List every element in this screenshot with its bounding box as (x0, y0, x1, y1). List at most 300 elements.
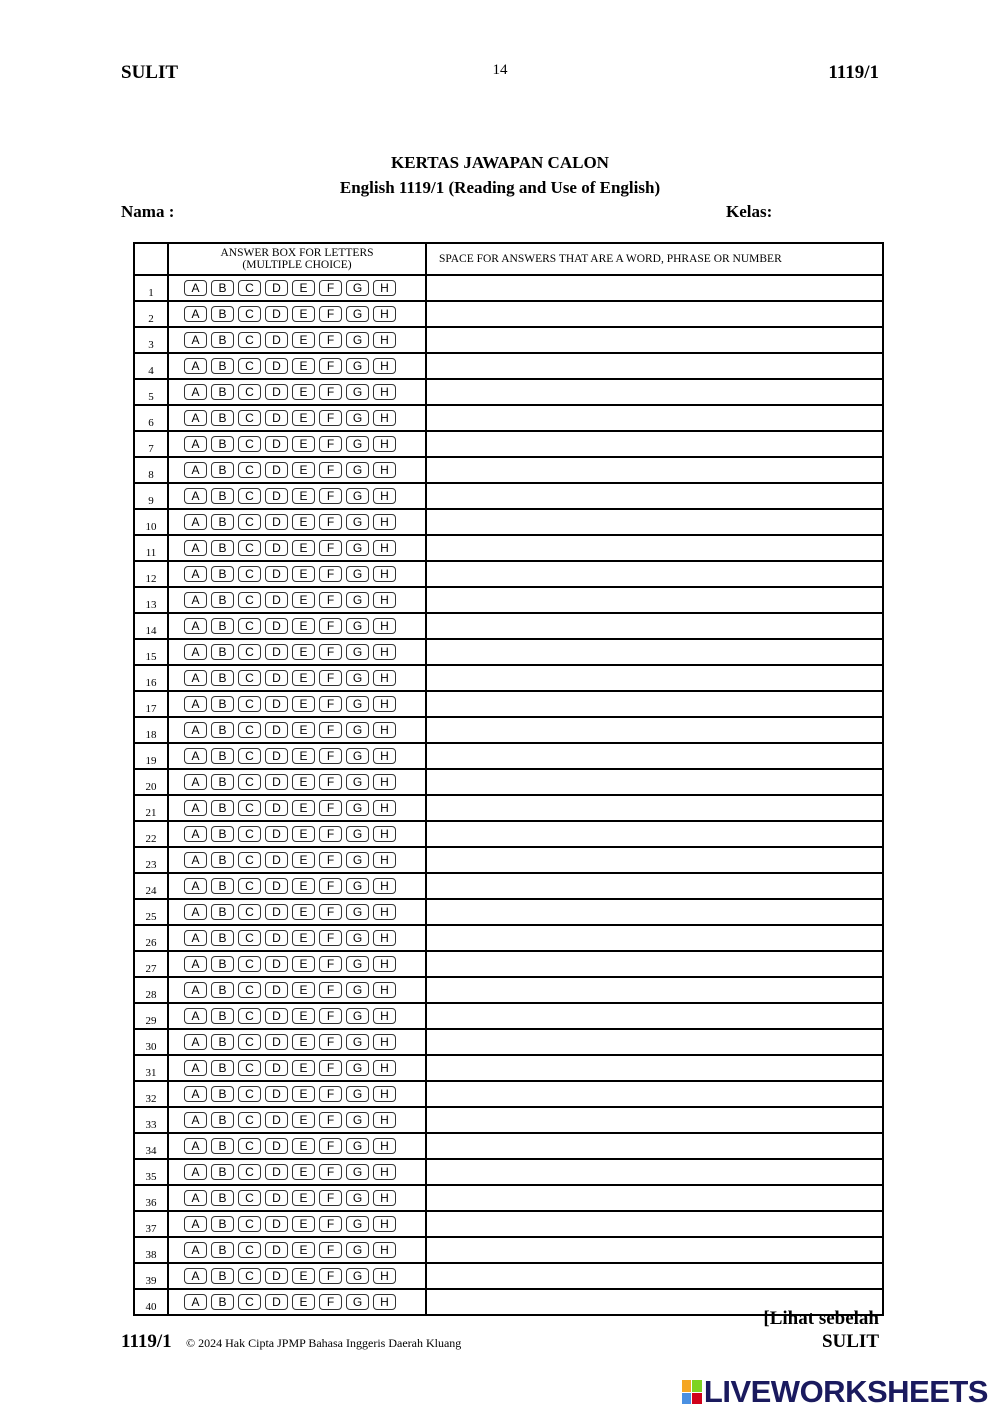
option-box[interactable]: H (373, 514, 396, 530)
option-box[interactable]: H (373, 1138, 396, 1154)
option-box[interactable]: G (346, 748, 369, 764)
option-box[interactable]: F (319, 1216, 342, 1232)
option-box[interactable]: C (238, 280, 261, 296)
option-box[interactable]: B (211, 1008, 234, 1024)
option-box[interactable]: D (265, 1294, 288, 1310)
option-box[interactable]: G (346, 410, 369, 426)
option-box[interactable]: A (184, 410, 207, 426)
written-answer-field[interactable] (426, 587, 883, 613)
option-box[interactable]: H (373, 956, 396, 972)
option-box[interactable]: B (211, 644, 234, 660)
option-box[interactable]: B (211, 384, 234, 400)
option-box[interactable]: F (319, 670, 342, 686)
option-box[interactable]: A (184, 566, 207, 582)
written-answer-field[interactable] (426, 561, 883, 587)
option-box[interactable]: C (238, 1216, 261, 1232)
option-box[interactable]: D (265, 722, 288, 738)
option-box[interactable]: A (184, 488, 207, 504)
option-box[interactable]: F (319, 852, 342, 868)
option-box[interactable]: A (184, 956, 207, 972)
option-box[interactable]: B (211, 1086, 234, 1102)
option-box[interactable]: B (211, 1190, 234, 1206)
option-box[interactable]: D (265, 566, 288, 582)
option-box[interactable]: A (184, 670, 207, 686)
option-box[interactable]: D (265, 280, 288, 296)
option-box[interactable]: E (292, 280, 315, 296)
option-box[interactable]: C (238, 1086, 261, 1102)
option-box[interactable]: E (292, 1242, 315, 1258)
option-box[interactable]: D (265, 982, 288, 998)
option-box[interactable]: C (238, 852, 261, 868)
option-box[interactable]: A (184, 644, 207, 660)
option-box[interactable]: D (265, 956, 288, 972)
option-box[interactable]: G (346, 566, 369, 582)
option-box[interactable]: G (346, 956, 369, 972)
option-box[interactable]: C (238, 410, 261, 426)
option-box[interactable]: E (292, 1086, 315, 1102)
option-box[interactable]: F (319, 592, 342, 608)
option-box[interactable]: H (373, 1216, 396, 1232)
option-box[interactable]: G (346, 358, 369, 374)
option-box[interactable]: D (265, 644, 288, 660)
written-answer-field[interactable] (426, 1263, 883, 1289)
option-box[interactable]: F (319, 1164, 342, 1180)
option-box[interactable]: A (184, 722, 207, 738)
option-box[interactable]: C (238, 748, 261, 764)
option-box[interactable]: D (265, 1060, 288, 1076)
option-box[interactable]: G (346, 540, 369, 556)
option-box[interactable]: F (319, 1112, 342, 1128)
option-box[interactable]: A (184, 436, 207, 452)
option-box[interactable]: A (184, 748, 207, 764)
option-box[interactable]: D (265, 410, 288, 426)
option-box[interactable]: B (211, 878, 234, 894)
option-box[interactable]: H (373, 1060, 396, 1076)
option-box[interactable]: F (319, 488, 342, 504)
option-box[interactable]: B (211, 1294, 234, 1310)
option-box[interactable]: A (184, 1242, 207, 1258)
option-box[interactable]: A (184, 1268, 207, 1284)
option-box[interactable]: E (292, 826, 315, 842)
option-box[interactable]: B (211, 748, 234, 764)
option-box[interactable]: H (373, 1086, 396, 1102)
option-box[interactable]: H (373, 566, 396, 582)
option-box[interactable]: D (265, 436, 288, 452)
option-box[interactable]: G (346, 826, 369, 842)
option-box[interactable]: E (292, 1216, 315, 1232)
option-box[interactable]: D (265, 748, 288, 764)
option-box[interactable]: H (373, 930, 396, 946)
option-box[interactable]: D (265, 1216, 288, 1232)
option-box[interactable]: E (292, 410, 315, 426)
option-box[interactable]: G (346, 592, 369, 608)
option-box[interactable]: D (265, 1242, 288, 1258)
option-box[interactable]: B (211, 332, 234, 348)
option-box[interactable]: E (292, 800, 315, 816)
option-box[interactable]: B (211, 670, 234, 686)
option-box[interactable]: A (184, 306, 207, 322)
option-box[interactable]: H (373, 826, 396, 842)
written-answer-field[interactable] (426, 1055, 883, 1081)
option-box[interactable]: D (265, 1164, 288, 1180)
option-box[interactable]: A (184, 1164, 207, 1180)
option-box[interactable]: A (184, 280, 207, 296)
option-box[interactable]: B (211, 956, 234, 972)
option-box[interactable]: E (292, 514, 315, 530)
option-box[interactable]: B (211, 1138, 234, 1154)
option-box[interactable]: B (211, 826, 234, 842)
written-answer-field[interactable] (426, 457, 883, 483)
option-box[interactable]: D (265, 1034, 288, 1050)
option-box[interactable]: B (211, 1034, 234, 1050)
option-box[interactable]: G (346, 1164, 369, 1180)
option-box[interactable]: C (238, 462, 261, 478)
option-box[interactable]: E (292, 488, 315, 504)
option-box[interactable]: C (238, 982, 261, 998)
option-box[interactable]: E (292, 748, 315, 764)
option-box[interactable]: C (238, 774, 261, 790)
option-box[interactable]: F (319, 644, 342, 660)
option-box[interactable]: C (238, 696, 261, 712)
option-box[interactable]: A (184, 462, 207, 478)
option-box[interactable]: E (292, 1112, 315, 1128)
option-box[interactable]: C (238, 930, 261, 946)
option-box[interactable]: H (373, 592, 396, 608)
option-box[interactable]: G (346, 670, 369, 686)
written-answer-field[interactable] (426, 535, 883, 561)
option-box[interactable]: D (265, 1190, 288, 1206)
option-box[interactable]: E (292, 904, 315, 920)
option-box[interactable]: E (292, 1164, 315, 1180)
option-box[interactable]: H (373, 410, 396, 426)
option-box[interactable]: E (292, 878, 315, 894)
option-box[interactable]: D (265, 1112, 288, 1128)
option-box[interactable]: A (184, 774, 207, 790)
option-box[interactable]: G (346, 982, 369, 998)
option-box[interactable]: A (184, 332, 207, 348)
option-box[interactable]: E (292, 1190, 315, 1206)
option-box[interactable]: A (184, 1294, 207, 1310)
option-box[interactable]: E (292, 1008, 315, 1024)
option-box[interactable]: B (211, 1112, 234, 1128)
option-box[interactable]: H (373, 982, 396, 998)
option-box[interactable]: G (346, 488, 369, 504)
option-box[interactable]: F (319, 358, 342, 374)
option-box[interactable]: E (292, 462, 315, 478)
option-box[interactable]: A (184, 540, 207, 556)
option-box[interactable]: F (319, 696, 342, 712)
option-box[interactable]: A (184, 1216, 207, 1232)
option-box[interactable]: B (211, 852, 234, 868)
option-box[interactable]: D (265, 540, 288, 556)
option-box[interactable]: C (238, 644, 261, 660)
option-box[interactable]: G (346, 1138, 369, 1154)
option-box[interactable]: F (319, 956, 342, 972)
option-box[interactable]: D (265, 384, 288, 400)
option-box[interactable]: D (265, 1138, 288, 1154)
option-box[interactable]: C (238, 670, 261, 686)
written-answer-field[interactable] (426, 1107, 883, 1133)
option-box[interactable]: B (211, 618, 234, 634)
option-box[interactable]: H (373, 384, 396, 400)
option-box[interactable]: H (373, 436, 396, 452)
option-box[interactable]: H (373, 852, 396, 868)
option-box[interactable]: E (292, 592, 315, 608)
option-box[interactable]: C (238, 1294, 261, 1310)
option-box[interactable]: B (211, 774, 234, 790)
option-box[interactable]: A (184, 1060, 207, 1076)
option-box[interactable]: G (346, 1242, 369, 1258)
option-box[interactable]: A (184, 852, 207, 868)
option-box[interactable]: C (238, 904, 261, 920)
written-answer-field[interactable] (426, 795, 883, 821)
option-box[interactable]: G (346, 1086, 369, 1102)
option-box[interactable]: C (238, 1268, 261, 1284)
written-answer-field[interactable] (426, 275, 883, 301)
option-box[interactable]: B (211, 1164, 234, 1180)
option-box[interactable]: H (373, 722, 396, 738)
option-box[interactable]: E (292, 956, 315, 972)
option-box[interactable]: A (184, 800, 207, 816)
option-box[interactable]: E (292, 722, 315, 738)
option-box[interactable]: C (238, 1138, 261, 1154)
written-answer-field[interactable] (426, 431, 883, 457)
option-box[interactable]: C (238, 1190, 261, 1206)
option-box[interactable]: D (265, 774, 288, 790)
option-box[interactable]: E (292, 540, 315, 556)
option-box[interactable]: F (319, 930, 342, 946)
option-box[interactable]: A (184, 904, 207, 920)
option-box[interactable]: D (265, 592, 288, 608)
written-answer-field[interactable] (426, 613, 883, 639)
written-answer-field[interactable] (426, 1185, 883, 1211)
option-box[interactable]: G (346, 722, 369, 738)
option-box[interactable]: G (346, 852, 369, 868)
option-box[interactable]: D (265, 670, 288, 686)
option-box[interactable]: B (211, 280, 234, 296)
option-box[interactable]: A (184, 358, 207, 374)
written-answer-field[interactable] (426, 1081, 883, 1107)
option-box[interactable]: D (265, 852, 288, 868)
written-answer-field[interactable] (426, 353, 883, 379)
option-box[interactable]: B (211, 514, 234, 530)
option-box[interactable]: B (211, 1060, 234, 1076)
written-answer-field[interactable] (426, 301, 883, 327)
option-box[interactable]: H (373, 280, 396, 296)
option-box[interactable]: C (238, 1008, 261, 1024)
option-box[interactable]: E (292, 852, 315, 868)
option-box[interactable]: E (292, 670, 315, 686)
option-box[interactable]: G (346, 436, 369, 452)
option-box[interactable]: E (292, 306, 315, 322)
option-box[interactable]: D (265, 618, 288, 634)
written-answer-field[interactable] (426, 483, 883, 509)
option-box[interactable]: B (211, 1216, 234, 1232)
option-box[interactable]: E (292, 1294, 315, 1310)
option-box[interactable]: A (184, 930, 207, 946)
option-box[interactable]: F (319, 982, 342, 998)
option-box[interactable]: G (346, 1216, 369, 1232)
option-box[interactable]: E (292, 1138, 315, 1154)
option-box[interactable]: G (346, 384, 369, 400)
written-answer-field[interactable] (426, 1211, 883, 1237)
option-box[interactable]: C (238, 1112, 261, 1128)
option-box[interactable]: F (319, 280, 342, 296)
written-answer-field[interactable] (426, 1133, 883, 1159)
option-box[interactable]: A (184, 514, 207, 530)
option-box[interactable]: G (346, 774, 369, 790)
option-box[interactable]: G (346, 1268, 369, 1284)
option-box[interactable]: E (292, 384, 315, 400)
option-box[interactable]: D (265, 1268, 288, 1284)
option-box[interactable]: E (292, 774, 315, 790)
option-box[interactable]: B (211, 410, 234, 426)
option-box[interactable]: B (211, 462, 234, 478)
option-box[interactable]: G (346, 800, 369, 816)
option-box[interactable]: B (211, 1242, 234, 1258)
option-box[interactable]: H (373, 488, 396, 504)
option-box[interactable]: B (211, 436, 234, 452)
option-box[interactable]: C (238, 878, 261, 894)
option-box[interactable]: H (373, 1008, 396, 1024)
option-box[interactable]: C (238, 566, 261, 582)
written-answer-field[interactable] (426, 847, 883, 873)
option-box[interactable]: H (373, 540, 396, 556)
option-box[interactable]: G (346, 878, 369, 894)
option-box[interactable]: D (265, 1086, 288, 1102)
option-box[interactable]: C (238, 1034, 261, 1050)
written-answer-field[interactable] (426, 977, 883, 1003)
option-box[interactable]: D (265, 488, 288, 504)
option-box[interactable]: E (292, 1060, 315, 1076)
option-box[interactable]: F (319, 826, 342, 842)
option-box[interactable]: C (238, 1060, 261, 1076)
option-box[interactable]: D (265, 514, 288, 530)
option-box[interactable]: D (265, 826, 288, 842)
option-box[interactable]: B (211, 930, 234, 946)
option-box[interactable]: H (373, 1112, 396, 1128)
option-box[interactable]: C (238, 592, 261, 608)
option-box[interactable]: B (211, 358, 234, 374)
option-box[interactable]: G (346, 618, 369, 634)
option-box[interactable]: F (319, 566, 342, 582)
written-answer-field[interactable] (426, 509, 883, 535)
option-box[interactable]: A (184, 878, 207, 894)
option-box[interactable]: C (238, 956, 261, 972)
written-answer-field[interactable] (426, 379, 883, 405)
written-answer-field[interactable] (426, 769, 883, 795)
option-box[interactable]: F (319, 878, 342, 894)
option-box[interactable]: F (319, 410, 342, 426)
option-box[interactable]: B (211, 722, 234, 738)
option-box[interactable]: D (265, 878, 288, 894)
option-box[interactable]: F (319, 306, 342, 322)
option-box[interactable]: H (373, 774, 396, 790)
option-box[interactable]: H (373, 1268, 396, 1284)
option-box[interactable]: F (319, 774, 342, 790)
option-box[interactable]: F (319, 1268, 342, 1284)
written-answer-field[interactable] (426, 743, 883, 769)
option-box[interactable]: E (292, 1034, 315, 1050)
option-box[interactable]: B (211, 566, 234, 582)
option-box[interactable]: E (292, 644, 315, 660)
option-box[interactable]: H (373, 1164, 396, 1180)
written-answer-field[interactable] (426, 899, 883, 925)
option-box[interactable]: E (292, 436, 315, 452)
option-box[interactable]: F (319, 540, 342, 556)
option-box[interactable]: C (238, 514, 261, 530)
option-box[interactable]: F (319, 1034, 342, 1050)
option-box[interactable]: D (265, 800, 288, 816)
option-box[interactable]: C (238, 332, 261, 348)
option-box[interactable]: H (373, 748, 396, 764)
option-box[interactable]: B (211, 540, 234, 556)
option-box[interactable]: D (265, 696, 288, 712)
option-box[interactable]: B (211, 1268, 234, 1284)
option-box[interactable]: D (265, 332, 288, 348)
option-box[interactable]: C (238, 384, 261, 400)
option-box[interactable]: H (373, 358, 396, 374)
option-box[interactable]: F (319, 1294, 342, 1310)
written-answer-field[interactable] (426, 925, 883, 951)
written-answer-field[interactable] (426, 691, 883, 717)
written-answer-field[interactable] (426, 639, 883, 665)
option-box[interactable]: A (184, 826, 207, 842)
option-box[interactable]: G (346, 306, 369, 322)
option-box[interactable]: F (319, 462, 342, 478)
option-box[interactable]: H (373, 878, 396, 894)
option-box[interactable]: F (319, 514, 342, 530)
option-box[interactable]: F (319, 1190, 342, 1206)
option-box[interactable]: A (184, 1190, 207, 1206)
option-box[interactable]: H (373, 306, 396, 322)
option-box[interactable]: H (373, 644, 396, 660)
option-box[interactable]: F (319, 1060, 342, 1076)
option-box[interactable]: F (319, 384, 342, 400)
option-box[interactable]: G (346, 696, 369, 712)
option-box[interactable]: D (265, 358, 288, 374)
option-box[interactable]: F (319, 436, 342, 452)
written-answer-field[interactable] (426, 1029, 883, 1055)
option-box[interactable]: G (346, 1190, 369, 1206)
option-box[interactable]: C (238, 722, 261, 738)
written-answer-field[interactable] (426, 1003, 883, 1029)
option-box[interactable]: B (211, 982, 234, 998)
option-box[interactable]: A (184, 1138, 207, 1154)
option-box[interactable]: A (184, 1112, 207, 1128)
option-box[interactable]: F (319, 904, 342, 920)
option-box[interactable]: A (184, 384, 207, 400)
option-box[interactable]: C (238, 1242, 261, 1258)
option-box[interactable]: F (319, 800, 342, 816)
option-box[interactable]: B (211, 488, 234, 504)
option-box[interactable]: C (238, 800, 261, 816)
written-answer-field[interactable] (426, 717, 883, 743)
option-box[interactable]: D (265, 930, 288, 946)
option-box[interactable]: F (319, 332, 342, 348)
option-box[interactable]: G (346, 644, 369, 660)
option-box[interactable]: E (292, 332, 315, 348)
option-box[interactable]: B (211, 306, 234, 322)
option-box[interactable]: C (238, 488, 261, 504)
written-answer-field[interactable] (426, 873, 883, 899)
option-box[interactable]: B (211, 800, 234, 816)
option-box[interactable]: H (373, 1190, 396, 1206)
option-box[interactable]: E (292, 696, 315, 712)
option-box[interactable]: G (346, 1294, 369, 1310)
written-answer-field[interactable] (426, 405, 883, 431)
option-box[interactable]: E (292, 1268, 315, 1284)
